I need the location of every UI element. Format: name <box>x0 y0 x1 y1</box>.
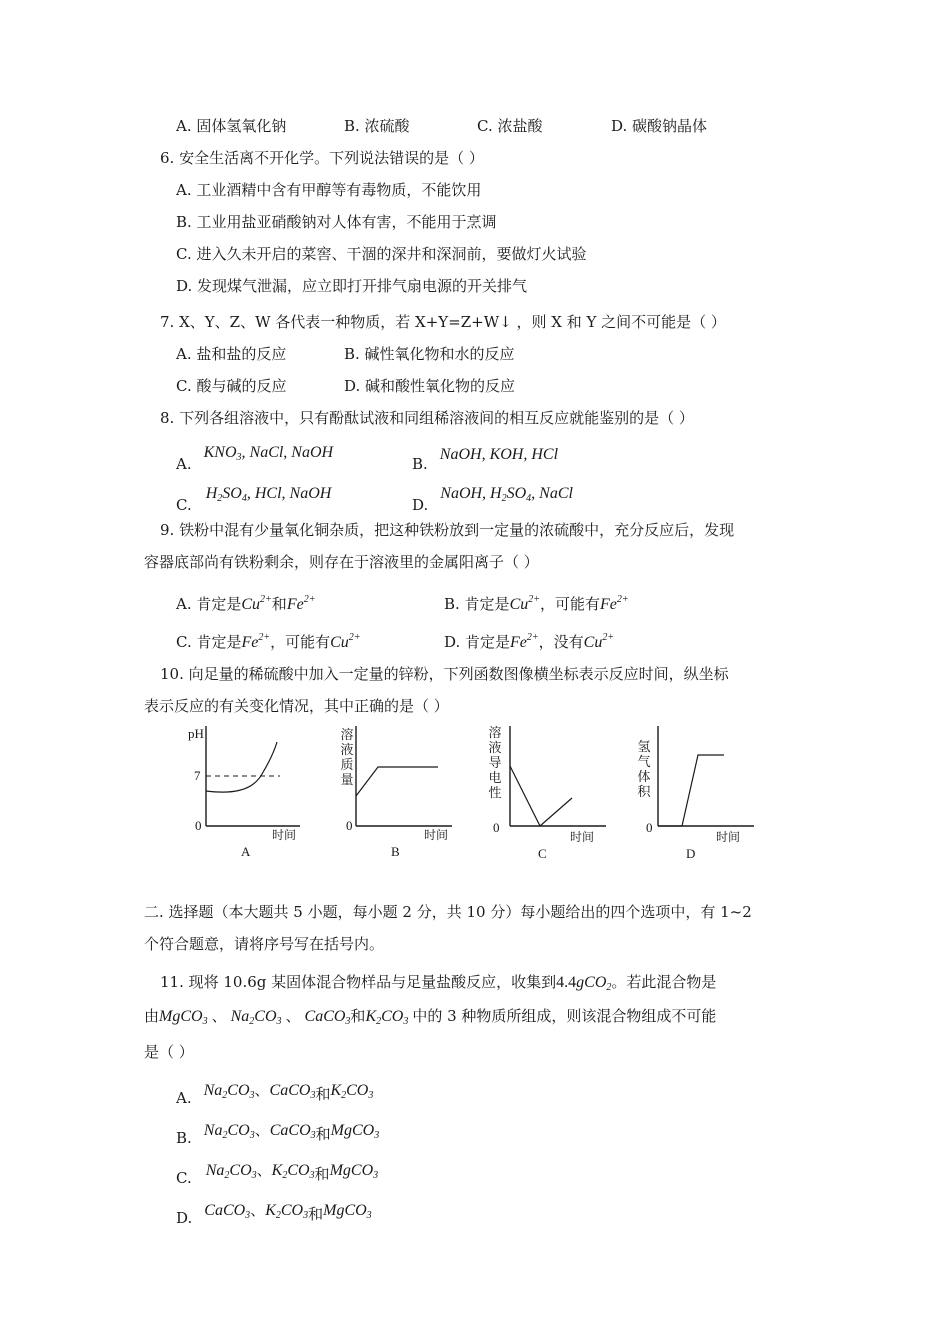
q7-option-c: C. 酸与碱的反应 <box>176 377 287 395</box>
q11-k2co3: $K_2CO_3$ <box>365 1008 409 1027</box>
graph-d-caption: D <box>686 846 696 861</box>
graph-c-svg <box>484 722 614 852</box>
q11-caco3: CaCO$_3$ <box>304 1008 351 1027</box>
graph-a-tick-7: 7 <box>194 768 201 783</box>
q11-a-formula-1: $Na_2CO_3$ <box>203 1082 255 1101</box>
graph-c-ylabel: 溶 液 导 电 性 <box>488 726 502 801</box>
q9-d-mid: ，没有 <box>538 633 584 651</box>
q9-stem-line1: 9. 铁粉中混有少量氧化铜杂质，把这种铁粉放到一定量的浓硫酸中，充分反应后，发现 <box>160 521 735 539</box>
q9-b-ion1: $Cu^{2+}$ <box>509 594 540 613</box>
q9-a-ion2: $Fe^{2+}$ <box>286 594 316 613</box>
q11-a-formula-2: CaCO$_3$ <box>269 1082 316 1101</box>
graph-c-origin: 0 <box>493 820 500 835</box>
q11-c-and: 和 <box>314 1165 330 1183</box>
q11-b-formula-2: CaCO$_3$ <box>269 1122 316 1141</box>
graph-b-ylabel: 溶 液 质 量 <box>340 728 354 788</box>
q11-a-label: A. <box>176 1089 192 1107</box>
q8-option-a <box>176 442 333 474</box>
q8-a-formula: $KNO_3$, NaCl, NaOH <box>203 444 334 463</box>
q11-b-label: B. <box>176 1129 192 1147</box>
q11-b-formula-3: MgCO$_3$ <box>330 1122 380 1141</box>
q6-option-a: A. 工业酒精中含有甲醇等有毒物质，不能饮用 <box>176 181 482 199</box>
q8-c-formula: $H_2SO_4$, HCl, NaOH <box>205 485 332 504</box>
q9-b-ion2: $Fe^{2+}$ <box>600 594 629 613</box>
q8-b-formula: NaOH, KOH, HCl <box>439 446 559 463</box>
q9-d-label: D. 肯定是 <box>444 633 511 651</box>
graph-b-line <box>356 767 438 796</box>
q11-d-formula-3: MgCO$_3$ <box>323 1202 372 1221</box>
q5-option-b: B. 浓硫酸 <box>344 117 410 135</box>
q8-option-b <box>412 444 558 474</box>
q9-option-c <box>176 628 361 653</box>
q6-stem: 6. 安全生活离不开化学。下列说法错误的是（ ） <box>160 149 484 167</box>
q11-b-sep: 、 <box>254 1121 270 1139</box>
q11-c-formula-3: MgCO$_3$ <box>329 1162 379 1181</box>
graph-a-caption: A <box>241 844 251 859</box>
q11-option-b <box>176 1120 379 1148</box>
q7-option-a: A. 盐和盐的反应 <box>176 345 287 363</box>
q11-a-and: 和 <box>315 1085 331 1103</box>
q9-c-ion2: $Cu^{2+}$ <box>330 632 361 651</box>
q5-option-a: A. 固体氢氧化钠 <box>176 117 287 135</box>
q9-d-ion2: $Cu^{2+}$ <box>583 632 615 651</box>
q11-and: 和 <box>350 1007 366 1025</box>
q11-stem-line1 <box>160 972 716 998</box>
q11-stem-line2 <box>144 1006 716 1032</box>
q7-option-d: D. 碱和酸性氧化物的反应 <box>344 377 516 395</box>
q11-d-formula-2: $K_2CO_3$ <box>265 1202 309 1221</box>
q11-stem1-pre: 11. 现将 10.6g 某固体混合物样品与足量盐酸反应，收集到 <box>160 973 557 991</box>
q10-stem-line1: 10. 向足量的稀硫酸中加入一定量的锌粉，下列函数图像横坐标表示反应时间，纵坐标 <box>160 665 729 683</box>
graph-d-line <box>658 755 724 826</box>
q11-stem2-pre: 由 <box>144 1007 160 1025</box>
graph-a-xlabel: 时间 <box>272 828 297 842</box>
graph-a-ylabel: pH <box>188 726 204 741</box>
q8-b-label: B. <box>412 455 428 473</box>
q11-a-sep: 、 <box>254 1081 270 1099</box>
graph-a-origin: 0 <box>195 818 202 833</box>
q7-option-b: B. 碱性氧化物和水的反应 <box>344 345 515 363</box>
q11-option-d <box>176 1200 372 1228</box>
q11-option-a <box>176 1080 373 1108</box>
q8-d-formula: NaOH, $H_2SO_4$, NaCl <box>440 485 573 504</box>
q11-co2-formula: 4.4gCO$_2$ <box>556 974 612 993</box>
graph-c-line <box>510 766 572 826</box>
graph-b-origin: 0 <box>346 818 353 833</box>
graph-d-ylabel: 氢 气 体 积 <box>637 740 651 800</box>
q11-b-and: 和 <box>315 1125 331 1143</box>
q9-a-and: 和 <box>271 595 287 613</box>
q11-c-formula-1: $Na_2CO_3$ <box>205 1162 257 1181</box>
graph-d-origin: 0 <box>646 820 653 835</box>
q9-c-ion1: $Fe^{2+}$ <box>241 632 271 651</box>
q11-d-sep: 、 <box>250 1201 266 1219</box>
q11-c-sep: 、 <box>256 1161 272 1179</box>
section2-line1: 二. 选择题（本大题共 5 小题，每小题 2 分，共 10 分）每小题给出的四个选项中，有 1~2 <box>144 903 752 921</box>
q9-b-label: B. 肯定是 <box>444 595 510 613</box>
q11-mgco3: MgCO$_3$ <box>159 1008 208 1027</box>
q11-b-formula-1: $Na_2CO_3$ <box>203 1122 255 1141</box>
q6-option-d: D. 发现煤气泄漏，应立即打开排气扇电源的开关排气 <box>176 277 528 295</box>
q9-d-ion1: $Fe^{2+}$ <box>510 632 539 651</box>
q9-option-a <box>176 590 315 615</box>
section2-line2: 个符合题意，请将序号写在括号内。 <box>144 935 385 953</box>
q11-option-c <box>176 1160 378 1188</box>
q11-d-and: 和 <box>308 1205 324 1223</box>
q8-a-label: A. <box>176 455 192 473</box>
q11-a-formula-3: $K_2CO_3$ <box>330 1082 374 1101</box>
q5-option-c: C. 浓盐酸 <box>477 117 543 135</box>
graph-a-curve <box>206 742 277 792</box>
q6-option-b: B. 工业用盐亚硝酸钠对人体有害，不能用于烹调 <box>176 213 497 231</box>
q9-c-label: C. 肯定是 <box>176 633 242 651</box>
graph-b-caption: B <box>391 844 400 859</box>
q9-option-d <box>444 628 614 653</box>
q9-a-label: A. 肯定是 <box>176 595 242 613</box>
q11-na2co3: $Na_2CO_3$ <box>230 1008 282 1027</box>
q6-option-c: C. 进入久未开启的菜窖、干涸的深井和深洞前，要做灯火试验 <box>176 245 587 263</box>
q11-stem1-post: 。若此混合物是 <box>611 973 717 991</box>
q9-option-b <box>444 590 629 615</box>
q11-stem-line3: 是（ ） <box>144 1043 194 1061</box>
graph-c-caption: C <box>538 846 547 861</box>
q11-sep-2: 、 <box>285 1007 301 1025</box>
q9-c-mid: ，可能有 <box>270 633 331 651</box>
q5-option-d: D. 碳酸钠晶体 <box>611 117 708 135</box>
q8-c-label: C. <box>176 496 192 514</box>
q11-c-formula-2: $K_2CO_3$ <box>271 1162 315 1181</box>
q8-stem: 8. 下列各组溶液中，只有酚酞试液和同组稀溶液间的相互反应就能鉴别的是（ ） <box>160 409 694 427</box>
q11-stem2-post: 中的 3 种物质所组成，则该混合物组成不可能 <box>412 1007 717 1025</box>
q11-c-label: C. <box>176 1169 192 1187</box>
q8-option-c <box>176 483 331 515</box>
graph-d-xlabel: 时间 <box>716 830 741 844</box>
q9-stem-line2: 容器底部尚有铁粉剩余，则存在于溶液里的金属阳离子（ ） <box>144 553 539 571</box>
q10-stem-line2: 表示反应的有关变化情况，其中正确的是（ ） <box>144 697 449 715</box>
q9-a-ion1: $Cu^{2+}$ <box>241 594 272 613</box>
graph-c-xlabel: 时间 <box>570 830 595 844</box>
q8-d-label: D. <box>412 496 429 514</box>
q7-stem: 7. X、Y、Z、W 各代表一种物质，若 X+Y=Z+W↓ ，则 X 和 Y 之间不可能是（ ） <box>160 313 726 331</box>
graph-b-xlabel: 时间 <box>424 828 449 842</box>
q11-d-label: D. <box>176 1209 193 1227</box>
q8-option-d <box>412 483 573 515</box>
q9-b-mid: ，可能有 <box>539 595 600 613</box>
q11-d-formula-1: CaCO$_3$ <box>204 1202 251 1221</box>
q11-sep-1: 、 <box>211 1007 227 1025</box>
